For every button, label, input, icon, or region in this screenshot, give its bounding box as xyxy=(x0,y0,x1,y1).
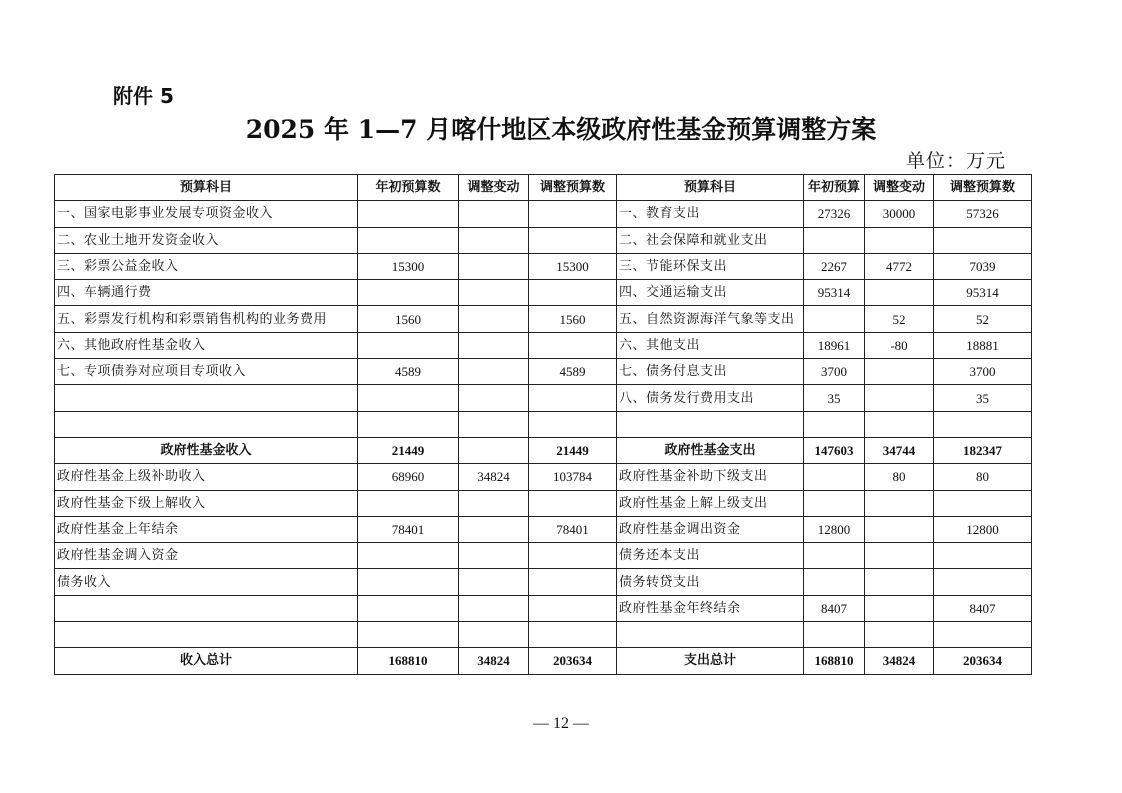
amount-cell: 103784 xyxy=(529,464,617,490)
amount-cell: 4589 xyxy=(529,359,617,385)
budget-item-cell: 六、其他政府性基金收入 xyxy=(55,332,358,358)
table-row xyxy=(55,227,1032,253)
amount-cell xyxy=(865,490,934,516)
budget-item-cell: 政府性基金支出 xyxy=(617,437,804,463)
amount-cell: 147603 xyxy=(804,437,865,463)
amount-cell xyxy=(529,201,617,227)
amount-cell: 35 xyxy=(934,385,1032,411)
amount-cell: 1560 xyxy=(358,306,459,332)
amount-cell xyxy=(459,306,529,332)
amount-cell: 182347 xyxy=(934,437,1032,463)
budget-item-cell: 五、自然资源海洋气象等支出 xyxy=(617,306,804,332)
amount-cell: 18961 xyxy=(804,332,865,358)
amount-cell xyxy=(358,543,459,569)
budget-item-cell: 政府性基金收入 xyxy=(55,437,358,463)
column-header: 调整变动 xyxy=(459,175,529,201)
budget-item-cell: 政府性基金下级上解收入 xyxy=(55,490,358,516)
budget-item-cell: 政府性基金上解上级支出 xyxy=(617,490,804,516)
column-header: 预算科目 xyxy=(617,175,804,201)
table-row xyxy=(55,201,1032,227)
amount-cell xyxy=(529,543,617,569)
amount-cell: 18881 xyxy=(934,332,1032,358)
amount-cell xyxy=(934,411,1032,437)
amount-cell xyxy=(529,595,617,621)
amount-cell: 68960 xyxy=(358,464,459,490)
amount-cell xyxy=(459,280,529,306)
amount-cell: 8407 xyxy=(934,595,1032,621)
amount-cell: 21449 xyxy=(529,437,617,463)
amount-cell xyxy=(358,201,459,227)
budget-item-cell: 三、彩票公益金收入 xyxy=(55,253,358,279)
column-header: 年初预算数 xyxy=(358,175,459,201)
budget-item-cell: 一、国家电影事业发展专项资金收入 xyxy=(55,201,358,227)
column-header: 预算科目 xyxy=(55,175,358,201)
amount-cell xyxy=(358,569,459,595)
amount-cell: 34824 xyxy=(459,648,529,674)
table-row xyxy=(55,385,1032,411)
amount-cell: 12800 xyxy=(804,516,865,542)
amount-cell xyxy=(529,385,617,411)
budget-item-cell: 收入总计 xyxy=(55,648,358,674)
budget-item-cell: 三、节能环保支出 xyxy=(617,253,804,279)
amount-cell xyxy=(358,332,459,358)
amount-cell xyxy=(459,437,529,463)
amount-cell: 80 xyxy=(934,464,1032,490)
amount-cell xyxy=(865,227,934,253)
table-row xyxy=(55,648,1032,674)
amount-cell xyxy=(459,569,529,595)
amount-cell xyxy=(934,622,1032,648)
amount-cell xyxy=(358,227,459,253)
budget-item-cell: 七、专项债券对应项目专项收入 xyxy=(55,359,358,385)
table-row xyxy=(55,437,1032,463)
column-header: 调整变动 xyxy=(865,175,934,201)
amount-cell: 1560 xyxy=(529,306,617,332)
budget-item-cell xyxy=(55,622,358,648)
amount-cell: 78401 xyxy=(358,516,459,542)
budget-item-cell: 债务收入 xyxy=(55,569,358,595)
budget-table xyxy=(54,174,1032,675)
budget-item-cell: 四、车辆通行费 xyxy=(55,280,358,306)
table-body xyxy=(55,201,1032,674)
budget-item-cell: 政府性基金上级补助收入 xyxy=(55,464,358,490)
table-row xyxy=(55,595,1032,621)
amount-cell: 80 xyxy=(865,464,934,490)
amount-cell xyxy=(865,411,934,437)
amount-cell xyxy=(459,622,529,648)
table-row xyxy=(55,332,1032,358)
budget-item-cell xyxy=(617,622,804,648)
column-header: 年初预算 xyxy=(804,175,865,201)
table-row xyxy=(55,622,1032,648)
amount-cell: 4772 xyxy=(865,253,934,279)
budget-item-cell xyxy=(55,411,358,437)
unit-label: 单位：万元 xyxy=(905,150,1006,172)
amount-cell: -80 xyxy=(865,332,934,358)
budget-item-cell: 政府性基金补助下级支出 xyxy=(617,464,804,490)
amount-cell xyxy=(529,332,617,358)
amount-cell xyxy=(865,359,934,385)
amount-cell: 203634 xyxy=(934,648,1032,674)
table-row xyxy=(55,411,1032,437)
table-row xyxy=(55,569,1032,595)
amount-cell xyxy=(804,543,865,569)
budget-item-cell: 政府性基金调出资金 xyxy=(617,516,804,542)
budget-item-cell: 四、交通运输支出 xyxy=(617,280,804,306)
table-header-row xyxy=(55,175,1032,201)
page-number: — 12 — xyxy=(533,715,589,732)
amount-cell xyxy=(865,543,934,569)
amount-cell: 34824 xyxy=(459,464,529,490)
budget-item-cell: 支出总计 xyxy=(617,648,804,674)
amount-cell xyxy=(934,227,1032,253)
budget-item-cell: 二、农业土地开发资金收入 xyxy=(55,227,358,253)
amount-cell: 78401 xyxy=(529,516,617,542)
amount-cell: 52 xyxy=(865,306,934,332)
column-header: 调整预算数 xyxy=(934,175,1032,201)
table-row xyxy=(55,280,1032,306)
amount-cell xyxy=(459,543,529,569)
amount-cell: 30000 xyxy=(865,201,934,227)
amount-cell: 7039 xyxy=(934,253,1032,279)
amount-cell xyxy=(529,280,617,306)
amount-cell xyxy=(865,569,934,595)
amount-cell: 95314 xyxy=(804,280,865,306)
amount-cell: 8407 xyxy=(804,595,865,621)
amount-cell xyxy=(804,622,865,648)
amount-cell xyxy=(529,569,617,595)
amount-cell xyxy=(358,280,459,306)
amount-cell: 34744 xyxy=(865,437,934,463)
amount-cell xyxy=(865,516,934,542)
amount-cell: 27326 xyxy=(804,201,865,227)
table-row xyxy=(55,253,1032,279)
budget-item-cell: 六、其他支出 xyxy=(617,332,804,358)
budget-item-cell: 政府性基金调入资金 xyxy=(55,543,358,569)
amount-cell: 3700 xyxy=(934,359,1032,385)
amount-cell xyxy=(459,332,529,358)
amount-cell: 168810 xyxy=(804,648,865,674)
amount-cell xyxy=(358,595,459,621)
amount-cell xyxy=(804,490,865,516)
amount-cell xyxy=(934,543,1032,569)
amount-cell xyxy=(459,595,529,621)
amount-cell xyxy=(358,411,459,437)
amount-cell xyxy=(459,253,529,279)
amount-cell: 2267 xyxy=(804,253,865,279)
amount-cell xyxy=(804,464,865,490)
amount-cell xyxy=(459,385,529,411)
budget-item-cell: 二、社会保障和就业支出 xyxy=(617,227,804,253)
budget-item-cell: 五、彩票发行机构和彩票销售机构的业务费用 xyxy=(55,306,358,332)
amount-cell xyxy=(459,516,529,542)
budget-item-cell: 一、教育支出 xyxy=(617,201,804,227)
table-row xyxy=(55,516,1032,542)
table-row xyxy=(55,490,1032,516)
amount-cell xyxy=(865,385,934,411)
amount-cell: 168810 xyxy=(358,648,459,674)
budget-item-cell xyxy=(617,411,804,437)
amount-cell: 35 xyxy=(804,385,865,411)
amount-cell xyxy=(358,622,459,648)
amount-cell xyxy=(804,569,865,595)
amount-cell: 57326 xyxy=(934,201,1032,227)
table-row xyxy=(55,543,1032,569)
table-row xyxy=(55,359,1032,385)
amount-cell xyxy=(934,490,1032,516)
amount-cell xyxy=(358,490,459,516)
amount-cell xyxy=(804,306,865,332)
budget-item-cell: 八、债务发行费用支出 xyxy=(617,385,804,411)
amount-cell xyxy=(934,569,1032,595)
amount-cell xyxy=(529,411,617,437)
budget-item-cell: 政府性基金年终结余 xyxy=(617,595,804,621)
amount-cell: 203634 xyxy=(529,648,617,674)
amount-cell xyxy=(358,385,459,411)
budget-item-cell xyxy=(55,595,358,621)
amount-cell: 21449 xyxy=(358,437,459,463)
amount-cell xyxy=(459,201,529,227)
amount-cell xyxy=(865,622,934,648)
column-header: 调整预算数 xyxy=(529,175,617,201)
amount-cell xyxy=(459,227,529,253)
budget-item-cell: 政府性基金上年结余 xyxy=(55,516,358,542)
budget-item-cell: 债务转贷支出 xyxy=(617,569,804,595)
amount-cell xyxy=(529,490,617,516)
amount-cell: 3700 xyxy=(804,359,865,385)
attachment-label: 附件 5 xyxy=(113,84,174,108)
amount-cell xyxy=(804,227,865,253)
amount-cell xyxy=(865,595,934,621)
amount-cell: 15300 xyxy=(358,253,459,279)
amount-cell xyxy=(529,622,617,648)
amount-cell: 15300 xyxy=(529,253,617,279)
amount-cell xyxy=(459,411,529,437)
table-row xyxy=(55,464,1032,490)
table-row xyxy=(55,306,1032,332)
amount-cell xyxy=(529,227,617,253)
page-title: 2025 年 1—7 月喀什地区本级政府性基金预算调整方案 xyxy=(245,115,877,144)
budget-item-cell: 债务还本支出 xyxy=(617,543,804,569)
amount-cell xyxy=(459,490,529,516)
budget-item-cell: 七、债务付息支出 xyxy=(617,359,804,385)
amount-cell: 34824 xyxy=(865,648,934,674)
amount-cell xyxy=(865,280,934,306)
amount-cell: 95314 xyxy=(934,280,1032,306)
amount-cell xyxy=(459,359,529,385)
amount-cell: 12800 xyxy=(934,516,1032,542)
amount-cell: 52 xyxy=(934,306,1032,332)
budget-item-cell xyxy=(55,385,358,411)
amount-cell xyxy=(804,411,865,437)
amount-cell: 4589 xyxy=(358,359,459,385)
